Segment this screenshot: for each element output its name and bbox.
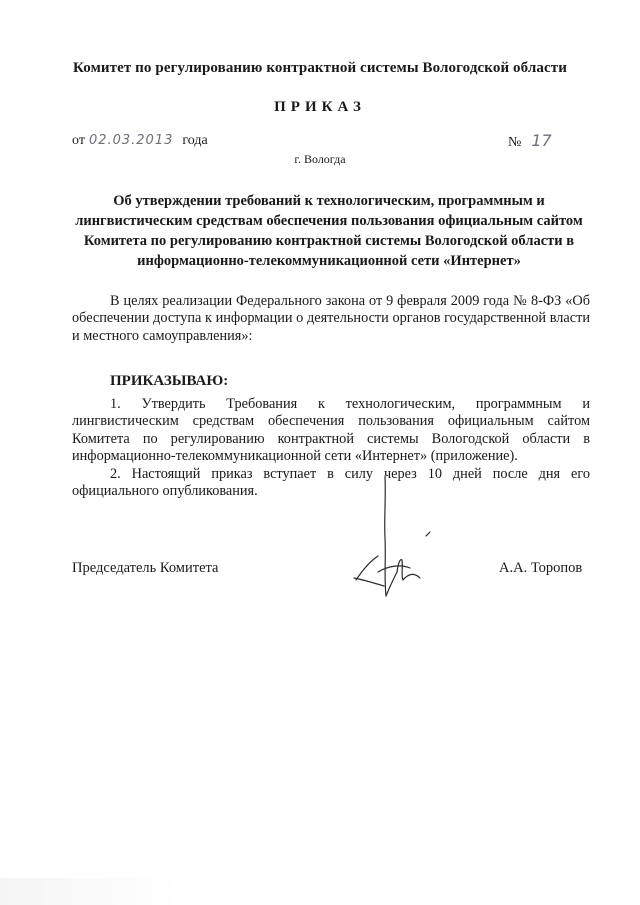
- city-line: г. Вологда: [294, 152, 346, 166]
- signatory-title: Председатель Комитета: [72, 560, 219, 576]
- preamble-paragraph: В целях реализации Федерального закона от 9 февраля 2009 года № 8-ФЗ «Об обеспечении доступа к информации о деятельности органов государственной власти и местного самоуправления»:: [72, 293, 590, 344]
- date-prefix: от: [72, 133, 85, 148]
- number-label: №: [508, 135, 522, 150]
- date-line: [72, 133, 208, 149]
- handwritten-date: 02.03.2013: [88, 133, 174, 148]
- scan-artifact: [0, 878, 180, 905]
- handwritten-number: 17: [531, 131, 552, 150]
- order-subject: Об утверждении требований к технологическим, программным и лингвистическим средствам обеспечения пользования официальным сайтом Комитета по регулированию контрактной системы Вологодской области в информационно-телекоммуникационной сети «Интернет»: [75, 193, 583, 269]
- order-item-1: 1. Утвердить Требования к технологическим, программным и лингвистическим средствам обеспечения пользования официальным сайтом Комитета по регулированию контрактной системы Вологодской области в информационно-телекоммуникационной сети «Интернет» (приложение).: [72, 396, 590, 465]
- document-type-heading: ПРИКАЗ: [274, 99, 366, 115]
- order-item-2: 2. Настоящий приказ вступает в силу через 10 дней после дня его официального опубликования.: [72, 466, 590, 500]
- number-line: [508, 131, 552, 151]
- date-suffix: года: [182, 133, 208, 148]
- issuer-heading: Комитет по регулированию контрактной системы Вологодской области: [73, 60, 567, 76]
- handwritten-signature-icon: [348, 468, 448, 616]
- order-keyword: ПРИКАЗЫВАЮ:: [110, 373, 229, 389]
- signatory-name: А.А. Торопов: [499, 560, 583, 576]
